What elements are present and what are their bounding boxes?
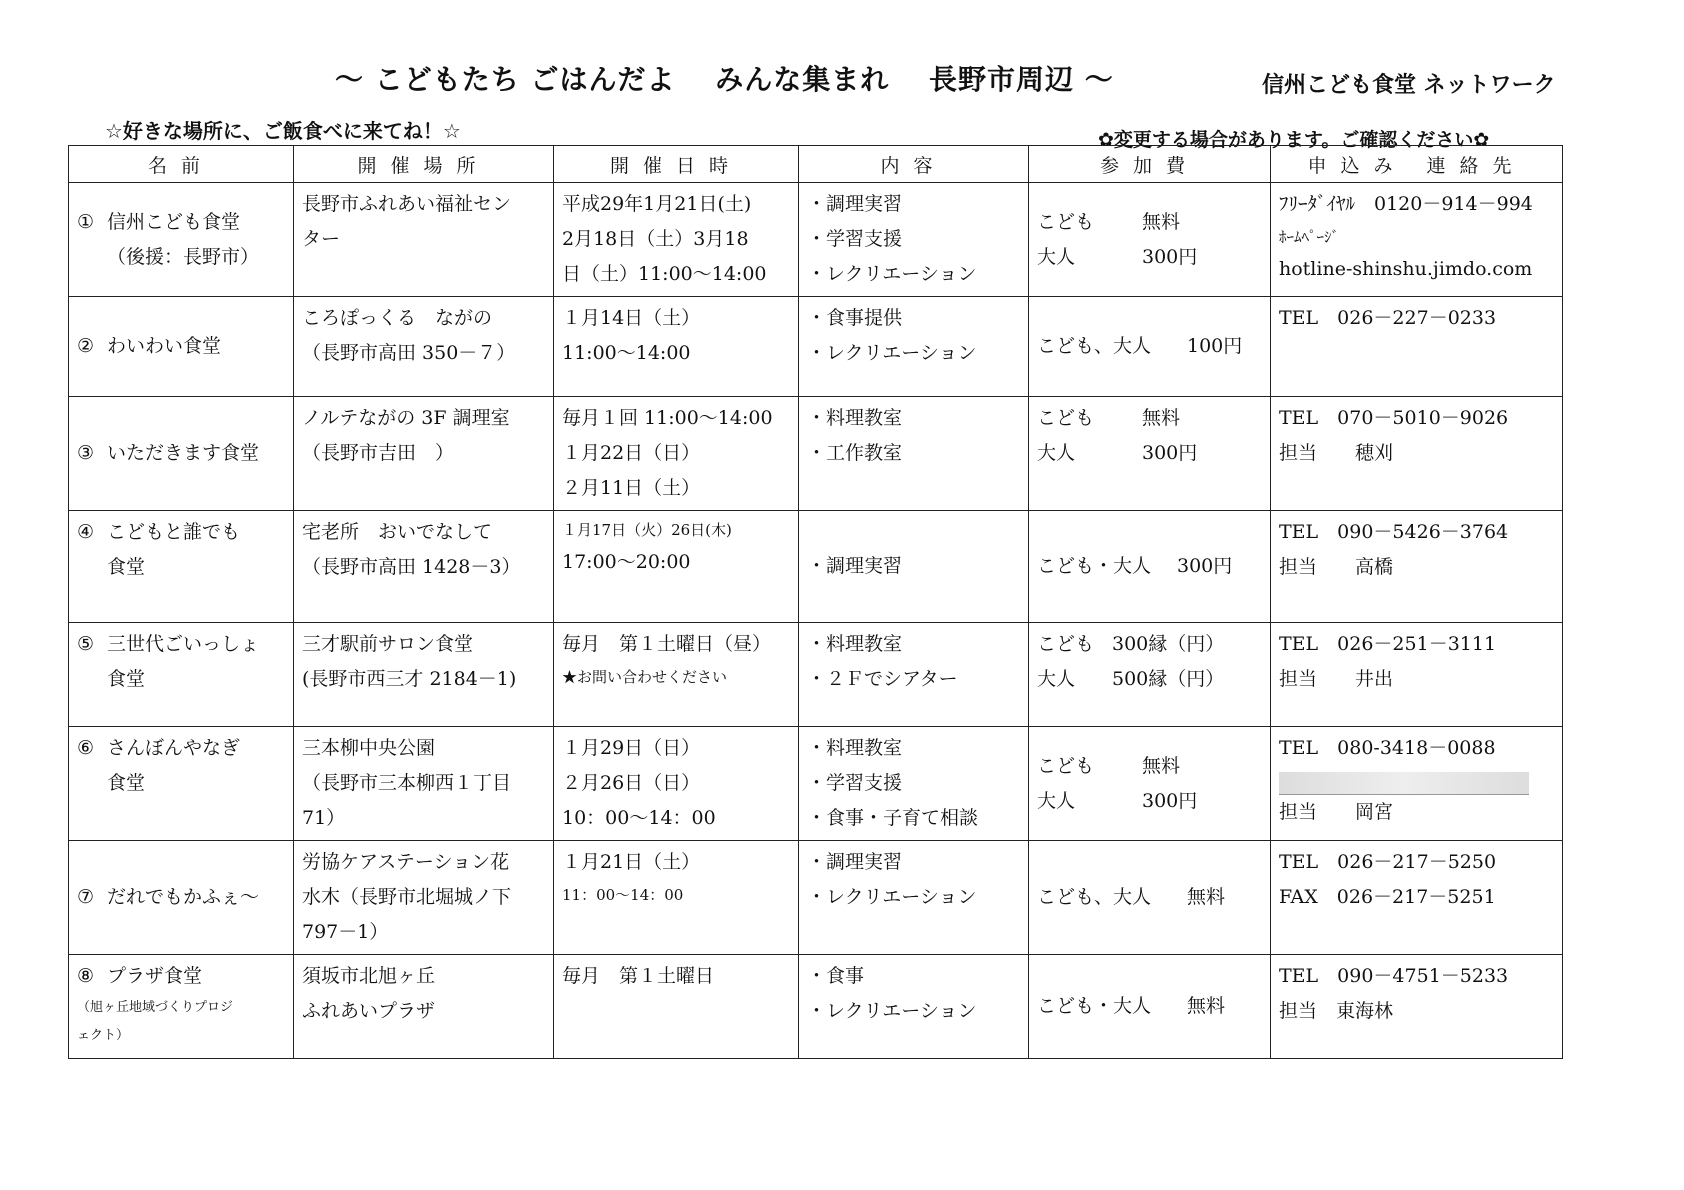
place-line: ノルテながの 3F 調理室 (302, 407, 510, 429)
name-cell (69, 623, 294, 727)
fee-cell (1029, 955, 1271, 1059)
content-cell (799, 511, 1029, 623)
organization-name: 信州こども食堂 ネットワーク (1262, 73, 1556, 98)
contact-line: ﾌﾘｰﾀﾞｲﾔﾙ 0120－914－994 (1279, 193, 1533, 215)
fee-label: こども、大人 (1037, 886, 1152, 908)
date-cell (554, 183, 799, 297)
content-cell (799, 397, 1029, 511)
contact-line: TEL 070－5010－9026 (1279, 407, 1509, 429)
contact-line: TEL 026－217－5250 (1279, 851, 1497, 873)
content-item: ・レクリエーション (807, 263, 977, 285)
cafeteria-name: プラザ食堂 (107, 965, 203, 987)
fee-label: 大人 (1037, 245, 1076, 268)
content-item: ・食事提供 (807, 307, 903, 329)
table-row (69, 511, 1563, 623)
contact-line: 担当 高橋 (1279, 556, 1394, 578)
date-line: ２月11日（土） (562, 477, 701, 499)
place-cell (294, 297, 554, 397)
table-row (69, 397, 1563, 511)
content-cell (799, 183, 1029, 297)
row-number: ① (77, 210, 95, 233)
content-item: ・料理教室 (807, 633, 903, 655)
cafeteria-name: 食堂 (107, 668, 146, 690)
column-header-contact: 申込み 連絡先 (1271, 146, 1563, 183)
date-cell (554, 841, 799, 955)
fee-label: こども (1037, 407, 1095, 429)
date-cell (554, 727, 799, 841)
place-line: (長野市西三才 2184－1) (302, 668, 517, 690)
place-cell (294, 623, 554, 727)
content-item: ・学習支援 (807, 772, 903, 794)
contact-cell (1271, 727, 1563, 841)
fee-label: 大人 (1037, 789, 1076, 812)
column-header-name: 名前 (69, 146, 294, 183)
page-title: ～ こどもたち ごはんだよ みんな集まれ 長野市周辺 ～ (335, 63, 1114, 96)
column-header-date: 開催日時 (554, 146, 799, 183)
date-cell (554, 397, 799, 511)
date-cell (554, 297, 799, 397)
contact-line: 担当 岡宮 (1279, 801, 1394, 823)
row-number: ④ (77, 521, 95, 543)
place-cell (294, 727, 554, 841)
name-cell (69, 841, 294, 955)
date-cell (554, 511, 799, 623)
fee-value: 無料 (1142, 754, 1181, 777)
contact-line: FAX 026－217－5251 (1279, 886, 1496, 908)
cafeteria-name: だれでもかふぇ～ (107, 886, 260, 908)
place-line: ふれあいプラザ (302, 1000, 436, 1022)
content-cell (799, 727, 1029, 841)
place-line: 71） (302, 807, 346, 829)
row-number: ⑤ (77, 633, 95, 655)
fee-label: こども (1037, 210, 1095, 233)
column-header-place: 開催場所 (294, 146, 554, 183)
row-number: ② (77, 335, 95, 357)
contact-cell (1271, 841, 1563, 955)
contact-line: 担当 井出 (1279, 668, 1394, 690)
fee-value: 無料 (1142, 210, 1181, 233)
contact-cell (1271, 955, 1563, 1059)
date-line: 日（土）11:00～14:00 (562, 263, 767, 285)
date-line: １月21日（土） (562, 851, 701, 873)
contact-line: TEL 090－5426－3764 (1279, 521, 1509, 543)
place-line: ころぽっくる ながの (302, 307, 493, 329)
table-row (69, 623, 1563, 727)
date-line: １月17日（火）26日(木) (562, 521, 732, 539)
fee-value: 300円 (1177, 555, 1233, 577)
table-header-row (69, 146, 1563, 183)
contact-cell (1271, 183, 1563, 297)
schedule-table (68, 145, 1563, 1059)
date-line: 17:00～20:00 (562, 551, 691, 573)
invitation-note: ☆好きな場所に、ご飯食べに来てね！☆ (105, 119, 461, 143)
content-item: ・工作教室 (807, 442, 903, 464)
place-line: 労協ケアステーション花 (302, 851, 510, 873)
place-line: （長野市吉田 ） (302, 442, 455, 464)
date-line: 毎月 第１土曜日（昼） (562, 633, 772, 655)
place-cell (294, 511, 554, 623)
content-item: ・学習支援 (807, 228, 903, 250)
content-item: ・レクリエーション (807, 1000, 977, 1022)
date-line: １月14日（土） (562, 307, 701, 329)
content-item: ・２Ｆでシアター (807, 668, 958, 690)
place-line: 水木（長野市北堀城ノ下 (302, 886, 512, 908)
content-item: ・料理教室 (807, 737, 903, 759)
place-line: 須坂市北旭ヶ丘 (302, 965, 436, 987)
fee-label: こども (1037, 754, 1095, 777)
contact-cell (1271, 623, 1563, 727)
cafeteria-name: 信州こども食堂 (107, 210, 241, 233)
content-item: ・調理実習 (807, 555, 903, 577)
cafeteria-name: いただきます食堂 (107, 442, 260, 464)
place-line: 三本柳中央公園 (302, 737, 436, 759)
fee-value: 無料 (1142, 407, 1181, 429)
fee-value: 500縁（円） (1112, 668, 1225, 690)
name-cell (69, 297, 294, 397)
contact-line: ﾎｰﾑﾍﾟｰｼﾞ (1279, 228, 1340, 246)
fee-value: 300円 (1142, 245, 1198, 268)
place-line: （長野市高田 350－７） (302, 342, 516, 364)
contact-cell (1271, 297, 1563, 397)
date-cell (554, 955, 799, 1059)
fee-cell (1029, 623, 1271, 727)
change-notice: ✿変更する場合があります。ご確認ください✿ (1098, 129, 1490, 151)
cafeteria-name: 三世代ごいっしょ (107, 633, 260, 655)
content-cell (799, 955, 1029, 1059)
content-item: ・食事・子育て相談 (807, 807, 979, 829)
place-cell (294, 183, 554, 297)
place-line: 三才駅前サロン食堂 (302, 633, 474, 655)
content-cell (799, 841, 1029, 955)
date-line: 11:00～14:00 (562, 342, 691, 364)
cafeteria-name-note: ェクト） (77, 1028, 130, 1043)
contact-cell (1271, 397, 1563, 511)
fee-cell (1029, 297, 1271, 397)
contact-line: TEL 026－227－0233 (1279, 307, 1497, 329)
fee-label: 大人 (1037, 668, 1076, 690)
table-row (69, 727, 1563, 841)
date-line: 平成29年1月21日(土) (562, 193, 752, 215)
fee-value: 300円 (1142, 789, 1198, 812)
table-row (69, 297, 1563, 397)
place-line: （長野市三本柳西１丁目 (302, 772, 512, 794)
fee-value: 100円 (1187, 335, 1243, 357)
date-line: ★お問い合わせください (562, 668, 728, 686)
fee-cell (1029, 183, 1271, 297)
fee-cell (1029, 841, 1271, 955)
date-line: 11：00～14：00 (562, 886, 684, 904)
content-item: ・調理実習 (807, 851, 903, 873)
table-row (69, 841, 1563, 955)
contact-line: 担当 東海林 (1279, 1000, 1394, 1022)
fee-value: 無料 (1187, 886, 1226, 908)
date-line: １月22日（日） (562, 442, 701, 464)
fee-label: こども・大人 (1037, 555, 1152, 577)
name-cell (69, 183, 294, 297)
fee-cell (1029, 397, 1271, 511)
fee-label: こども・大人 (1037, 995, 1152, 1017)
place-line: ター (302, 228, 341, 250)
date-line: 毎月１回 11:00～14:00 (562, 407, 773, 429)
column-header-content: 内容 (799, 146, 1029, 183)
date-line: 毎月 第１土曜日 (562, 965, 715, 987)
place-line: 長野市ふれあい福祉セン (302, 193, 512, 215)
cafeteria-name-note: （旭ヶ丘地域づくりプロジ (77, 1000, 234, 1015)
homepage-link[interactable]: hotline-shinshu.jimdo.com (1279, 258, 1533, 280)
cafeteria-name: 食堂 (107, 772, 146, 794)
contact-line: 担当 穂刈 (1279, 442, 1394, 464)
fee-label: こども (1037, 633, 1095, 655)
place-cell (294, 397, 554, 511)
date-line: 2月18日（土）3月18 (562, 228, 749, 250)
place-cell (294, 955, 554, 1059)
content-item: ・食事 (807, 965, 865, 987)
fee-cell (1029, 511, 1271, 623)
cafeteria-name: 食堂 (107, 556, 146, 578)
date-line: 10：00～14：00 (562, 807, 716, 829)
column-header-fee: 参加費 (1029, 146, 1271, 183)
contact-line: TEL 026－251－3111 (1279, 633, 1497, 655)
fee-value: 300縁（円） (1112, 633, 1225, 655)
cafeteria-name: こどもと誰でも (107, 521, 241, 543)
date-line: １月29日（日） (562, 737, 701, 759)
place-cell (294, 841, 554, 955)
content-item: ・レクリエーション (807, 886, 977, 908)
date-cell (554, 623, 799, 727)
place-line: 宅老所 おいでなして (302, 521, 493, 543)
content-item: ・料理教室 (807, 407, 903, 429)
place-line: （長野市高田 1428－3） (302, 556, 521, 578)
row-number: ③ (77, 442, 95, 464)
row-number: ⑧ (77, 965, 95, 987)
contact-line: TEL 080-3418－0088 (1279, 737, 1496, 759)
name-cell (69, 511, 294, 623)
cafeteria-name-note: （後援：長野市） (107, 245, 260, 268)
content-cell (799, 623, 1029, 727)
content-item: ・調理実習 (807, 193, 903, 215)
row-number: ⑦ (77, 886, 95, 908)
content-item: ・レクリエーション (807, 342, 977, 364)
name-cell (69, 955, 294, 1059)
contact-cell (1271, 511, 1563, 623)
redacted-email (1279, 772, 1529, 795)
date-line: ２月26日（日） (562, 772, 701, 794)
content-cell (799, 297, 1029, 397)
cafeteria-name: わいわい食堂 (107, 335, 222, 357)
fee-value: 無料 (1187, 995, 1226, 1017)
fee-label: 大人 (1037, 442, 1076, 464)
contact-line: TEL 090－4751－5233 (1279, 965, 1509, 987)
fee-cell (1029, 727, 1271, 841)
fee-value: 300円 (1142, 442, 1198, 464)
place-line: 797－1） (302, 921, 389, 943)
table-row (69, 955, 1563, 1059)
name-cell (69, 727, 294, 841)
table-row (69, 183, 1563, 297)
name-cell (69, 397, 294, 511)
row-number: ⑥ (77, 737, 95, 759)
cafeteria-name: さんぼんやなぎ (107, 737, 241, 759)
fee-label: こども、大人 (1037, 335, 1152, 357)
